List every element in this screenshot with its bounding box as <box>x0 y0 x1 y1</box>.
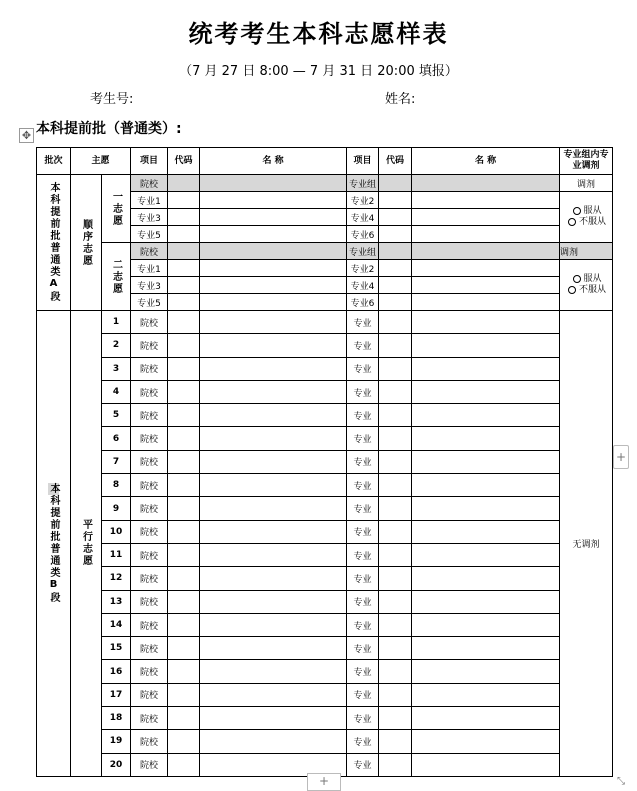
school-label: 院校 <box>131 311 168 334</box>
school-name-cell[interactable] <box>200 567 347 590</box>
major-code-cell[interactable] <box>168 192 200 209</box>
row-number: 11 <box>102 543 131 566</box>
seg-a-batch-label: 本科提前批普通类A段 <box>37 175 71 311</box>
school-name-cell[interactable] <box>200 730 347 753</box>
school-label: 院校 <box>131 334 168 357</box>
major-label: 专业 <box>347 334 379 357</box>
major-code-cell[interactable] <box>379 277 412 294</box>
group-name-cell[interactable] <box>412 243 560 260</box>
school-label: 院校 <box>131 450 168 473</box>
header-code-2: 代码 <box>379 148 412 175</box>
major-label: 专业 <box>347 683 379 706</box>
adjust-options <box>560 260 613 311</box>
header-choice: 主愿 <box>71 148 131 175</box>
major-label: 专业3 <box>131 277 168 294</box>
school-label: 院校 <box>131 543 168 566</box>
parallel-row <box>37 380 613 403</box>
major-code-cell[interactable] <box>379 226 412 243</box>
major-code-cell[interactable] <box>168 226 200 243</box>
major-name-cell[interactable] <box>412 660 560 683</box>
major-code-cell[interactable] <box>379 294 412 311</box>
school-name-cell[interactable] <box>200 474 347 497</box>
row-number: 3 <box>102 357 131 380</box>
major-name-cell[interactable] <box>412 334 560 357</box>
row-number: 17 <box>102 683 131 706</box>
row-number: 19 <box>102 730 131 753</box>
major-label: 专业2 <box>347 260 379 277</box>
row-number: 14 <box>102 613 131 636</box>
school-code-cell[interactable] <box>168 660 200 683</box>
major-code-cell[interactable] <box>379 427 412 450</box>
group-code-cell[interactable] <box>379 243 412 260</box>
school-code-cell[interactable] <box>168 334 200 357</box>
school-code-cell[interactable] <box>168 567 200 590</box>
school-label: 院校 <box>131 520 168 543</box>
row-number: 20 <box>102 753 131 776</box>
major-code-cell[interactable] <box>379 209 412 226</box>
school-label: 院校 <box>131 637 168 660</box>
row-number: 4 <box>102 380 131 403</box>
school-code-cell[interactable] <box>168 753 200 776</box>
seg-a-second-label: 二志愿 <box>102 243 131 311</box>
school-label: 院校 <box>131 474 168 497</box>
major-name-cell[interactable] <box>412 683 560 706</box>
header-row <box>37 148 613 175</box>
group-name-cell[interactable] <box>412 175 560 192</box>
school-label: 院校 <box>131 660 168 683</box>
header-name-2: 名 称 <box>412 148 560 175</box>
major-label: 专业 <box>347 474 379 497</box>
school-label: 院校 <box>131 753 168 776</box>
major-name-cell[interactable] <box>412 543 560 566</box>
row-number: 18 <box>102 707 131 730</box>
school-code-cell[interactable] <box>168 497 200 520</box>
major-name-cell[interactable] <box>200 192 347 209</box>
school-name-cell[interactable] <box>200 637 347 660</box>
row-number: 12 <box>102 567 131 590</box>
major-label: 专业 <box>347 404 379 427</box>
major-code-cell[interactable] <box>379 474 412 497</box>
major-name-cell[interactable] <box>412 427 560 450</box>
header-name: 名 称 <box>200 148 347 175</box>
group-label: 专业组 <box>347 175 379 192</box>
school-name-cell[interactable] <box>200 707 347 730</box>
school-name-cell[interactable] <box>200 543 347 566</box>
school-label: 院校 <box>131 427 168 450</box>
school-name-cell[interactable] <box>200 243 347 260</box>
major-label: 专业 <box>347 753 379 776</box>
major-name-cell[interactable] <box>412 474 560 497</box>
major-name-cell[interactable] <box>412 209 560 226</box>
row-number: 1 <box>102 311 131 334</box>
school-name-cell[interactable] <box>200 660 347 683</box>
obey-option[interactable]: 服从 <box>562 274 612 285</box>
seg-b-batch-rest: 科提前批普通类B段 <box>48 494 59 604</box>
major-code-cell[interactable] <box>379 380 412 403</box>
major-name-cell[interactable] <box>412 260 560 277</box>
school-code-cell[interactable] <box>168 474 200 497</box>
parallel-row <box>37 567 613 590</box>
row-number: 10 <box>102 520 131 543</box>
seg-a-order-label: 顺序志愿 <box>71 175 102 311</box>
parallel-row <box>37 730 613 753</box>
group-code-cell[interactable] <box>379 175 412 192</box>
school-code-cell[interactable] <box>168 311 200 334</box>
major-name-cell[interactable] <box>412 753 560 776</box>
row-number: 16 <box>102 660 131 683</box>
major-name-cell[interactable] <box>412 404 560 427</box>
parallel-row <box>37 450 613 473</box>
school-label: 院校 <box>131 497 168 520</box>
school-name-cell[interactable] <box>200 590 347 613</box>
seg-b-parallel-label: 平行志愿 <box>71 311 102 777</box>
school-label: 院校 <box>131 567 168 590</box>
school-code-cell[interactable] <box>168 637 200 660</box>
major-name-cell[interactable] <box>412 637 560 660</box>
major-code-cell[interactable] <box>379 637 412 660</box>
name-label: 姓名: <box>385 92 416 107</box>
not-obey-option[interactable]: 不服从 <box>562 217 612 228</box>
major-name-cell[interactable] <box>412 520 560 543</box>
major-label: 专业 <box>347 450 379 473</box>
seg-a-second-school-row <box>37 243 613 260</box>
major-label: 专业 <box>347 660 379 683</box>
major-label: 专业4 <box>347 209 379 226</box>
school-code-cell[interactable] <box>168 590 200 613</box>
major-code-cell[interactable] <box>379 730 412 753</box>
major-code-cell[interactable] <box>168 209 200 226</box>
major-code-cell[interactable] <box>379 357 412 380</box>
major-code-cell[interactable] <box>379 683 412 706</box>
row-number: 9 <box>102 497 131 520</box>
major-name-cell[interactable] <box>412 590 560 613</box>
major-label: 专业 <box>347 311 379 334</box>
parallel-row <box>37 637 613 660</box>
adjust-label: 调剂 <box>560 175 613 192</box>
major-name-cell[interactable] <box>412 707 560 730</box>
parallel-row <box>37 590 613 613</box>
radio-icon[interactable] <box>568 218 576 226</box>
plus-icon[interactable]: + <box>613 445 629 469</box>
major-label: 专业 <box>347 357 379 380</box>
major-name-cell[interactable] <box>412 192 560 209</box>
school-name-cell[interactable] <box>200 311 347 334</box>
row-number: 2 <box>102 334 131 357</box>
school-code-cell[interactable] <box>168 175 200 192</box>
row-number: 5 <box>102 404 131 427</box>
major-label: 专业 <box>347 543 379 566</box>
major-code-cell[interactable] <box>379 660 412 683</box>
major-code-cell[interactable] <box>379 334 412 357</box>
school-label: 院校 <box>131 683 168 706</box>
major-label: 专业5 <box>131 226 168 243</box>
major-label: 专业6 <box>347 226 379 243</box>
major-code-cell[interactable] <box>379 404 412 427</box>
radio-icon[interactable] <box>573 207 581 215</box>
major-name-cell[interactable] <box>412 226 560 243</box>
header-code: 代码 <box>168 148 200 175</box>
major-label: 专业4 <box>347 277 379 294</box>
parallel-row <box>37 334 613 357</box>
row-number: 8 <box>102 474 131 497</box>
major-code-cell[interactable] <box>379 520 412 543</box>
major-code-cell[interactable] <box>379 707 412 730</box>
school-label: 院校 <box>131 590 168 613</box>
parallel-row <box>37 520 613 543</box>
seg-b-batch-label <box>37 311 71 777</box>
major-code-cell[interactable] <box>379 613 412 636</box>
major-code-cell[interactable] <box>379 497 412 520</box>
parallel-row <box>37 427 613 450</box>
school-name-cell[interactable] <box>200 613 347 636</box>
major-label: 专业6 <box>347 294 379 311</box>
school-code-cell[interactable] <box>168 380 200 403</box>
school-name-cell[interactable] <box>200 175 347 192</box>
section-title: 本科提前批（普通类）: <box>36 121 182 137</box>
school-label: 院校 <box>131 357 168 380</box>
major-name-cell[interactable] <box>200 209 347 226</box>
major-name-cell[interactable] <box>412 380 560 403</box>
major-code-cell[interactable] <box>379 590 412 613</box>
major-label: 专业 <box>347 427 379 450</box>
major-label: 专业 <box>347 567 379 590</box>
fill-period: （7 月 27 日 8:00 — 7 月 31 日 20:00 填报） <box>179 64 458 79</box>
school-name-cell[interactable] <box>200 520 347 543</box>
school-code-cell[interactable] <box>168 357 200 380</box>
row-number: 13 <box>102 590 131 613</box>
page-title: 统考考生本科志愿样表 <box>188 20 449 48</box>
major-code-cell[interactable] <box>379 753 412 776</box>
parallel-row <box>37 404 613 427</box>
parallel-row <box>37 311 613 334</box>
major-label: 专业 <box>347 707 379 730</box>
major-label: 专业5 <box>131 294 168 311</box>
school-label: 院校 <box>131 243 168 260</box>
major-label: 专业3 <box>131 209 168 226</box>
parallel-row <box>37 613 613 636</box>
major-name-cell[interactable] <box>412 497 560 520</box>
school-name-cell[interactable] <box>200 427 347 450</box>
school-label: 院校 <box>131 175 168 192</box>
school-name-cell[interactable] <box>200 380 347 403</box>
major-code-cell[interactable] <box>168 294 200 311</box>
seg-a-first-school-row <box>37 175 613 192</box>
major-code-cell[interactable] <box>379 543 412 566</box>
plus-icon[interactable]: + <box>307 773 341 791</box>
major-code-cell[interactable] <box>379 567 412 590</box>
school-code-cell[interactable] <box>168 243 200 260</box>
not-obey-option[interactable]: 不服从 <box>562 285 612 296</box>
major-name-cell[interactable] <box>200 277 347 294</box>
school-code-cell[interactable] <box>168 543 200 566</box>
school-code-cell[interactable] <box>168 520 200 543</box>
school-name-cell[interactable] <box>200 683 347 706</box>
move-handle-icon[interactable]: ✥ <box>19 128 34 143</box>
major-name-cell[interactable] <box>412 311 560 334</box>
header-item-2: 项目 <box>347 148 379 175</box>
school-code-cell[interactable] <box>168 613 200 636</box>
school-name-cell[interactable] <box>200 450 347 473</box>
school-name-cell[interactable] <box>200 404 347 427</box>
group-label: 专业组 <box>347 243 379 260</box>
major-label: 专业 <box>347 520 379 543</box>
header-adjust: 专业组内专业调剂 <box>560 148 613 175</box>
major-code-cell[interactable] <box>379 260 412 277</box>
major-name-cell[interactable] <box>412 294 560 311</box>
parallel-row <box>37 497 613 520</box>
school-code-cell[interactable] <box>168 730 200 753</box>
major-code-cell[interactable] <box>168 260 200 277</box>
row-number: 15 <box>102 637 131 660</box>
school-name-cell[interactable] <box>200 357 347 380</box>
header-item: 项目 <box>131 148 168 175</box>
school-code-cell[interactable] <box>168 683 200 706</box>
radio-icon[interactable] <box>573 275 581 283</box>
major-code-cell[interactable] <box>379 311 412 334</box>
header-batch: 批次 <box>37 148 71 175</box>
major-name-cell[interactable] <box>412 450 560 473</box>
no-adjust-label: 无调剂 <box>560 311 613 777</box>
school-code-cell[interactable] <box>168 450 200 473</box>
school-label: 院校 <box>131 707 168 730</box>
major-label: 专业 <box>347 613 379 636</box>
application-form-table <box>36 147 613 777</box>
seg-a-first-label: 一志愿 <box>102 175 131 243</box>
major-name-cell[interactable] <box>412 277 560 294</box>
school-label: 院校 <box>131 404 168 427</box>
major-name-cell[interactable] <box>200 260 347 277</box>
adjust-label: 调剂 <box>560 243 613 260</box>
major-label: 专业1 <box>131 192 168 209</box>
parallel-row <box>37 707 613 730</box>
major-name-cell[interactable] <box>200 226 347 243</box>
school-name-cell[interactable] <box>200 497 347 520</box>
major-name-cell[interactable] <box>412 567 560 590</box>
parallel-row <box>37 683 613 706</box>
major-label: 专业 <box>347 730 379 753</box>
exam-number-label: 考生号: <box>90 92 134 107</box>
major-name-cell[interactable] <box>412 730 560 753</box>
major-name-cell[interactable] <box>200 294 347 311</box>
parallel-row <box>37 474 613 497</box>
major-name-cell[interactable] <box>412 357 560 380</box>
row-number: 6 <box>102 427 131 450</box>
parallel-row <box>37 357 613 380</box>
parallel-row <box>37 660 613 683</box>
major-label: 专业 <box>347 497 379 520</box>
school-code-cell[interactable] <box>168 427 200 450</box>
obey-option[interactable]: 服从 <box>562 206 612 217</box>
school-code-cell[interactable] <box>168 707 200 730</box>
major-label: 专业 <box>347 380 379 403</box>
radio-icon[interactable] <box>568 286 576 294</box>
resize-corner-icon[interactable]: ⤡ <box>617 776 625 787</box>
row-number: 7 <box>102 450 131 473</box>
major-code-cell[interactable] <box>379 192 412 209</box>
major-name-cell[interactable] <box>412 613 560 636</box>
major-label: 专业1 <box>131 260 168 277</box>
major-label: 专业 <box>347 590 379 613</box>
school-code-cell[interactable] <box>168 404 200 427</box>
major-code-cell[interactable] <box>379 450 412 473</box>
school-label: 院校 <box>131 613 168 636</box>
school-label: 院校 <box>131 380 168 403</box>
school-name-cell[interactable] <box>200 334 347 357</box>
parallel-row <box>37 543 613 566</box>
major-label: 专业2 <box>347 192 379 209</box>
major-code-cell[interactable] <box>168 277 200 294</box>
major-label: 专业 <box>347 637 379 660</box>
adjust-options <box>560 192 613 243</box>
seg-b-highlight-char: 本 <box>48 482 59 495</box>
school-label: 院校 <box>131 730 168 753</box>
